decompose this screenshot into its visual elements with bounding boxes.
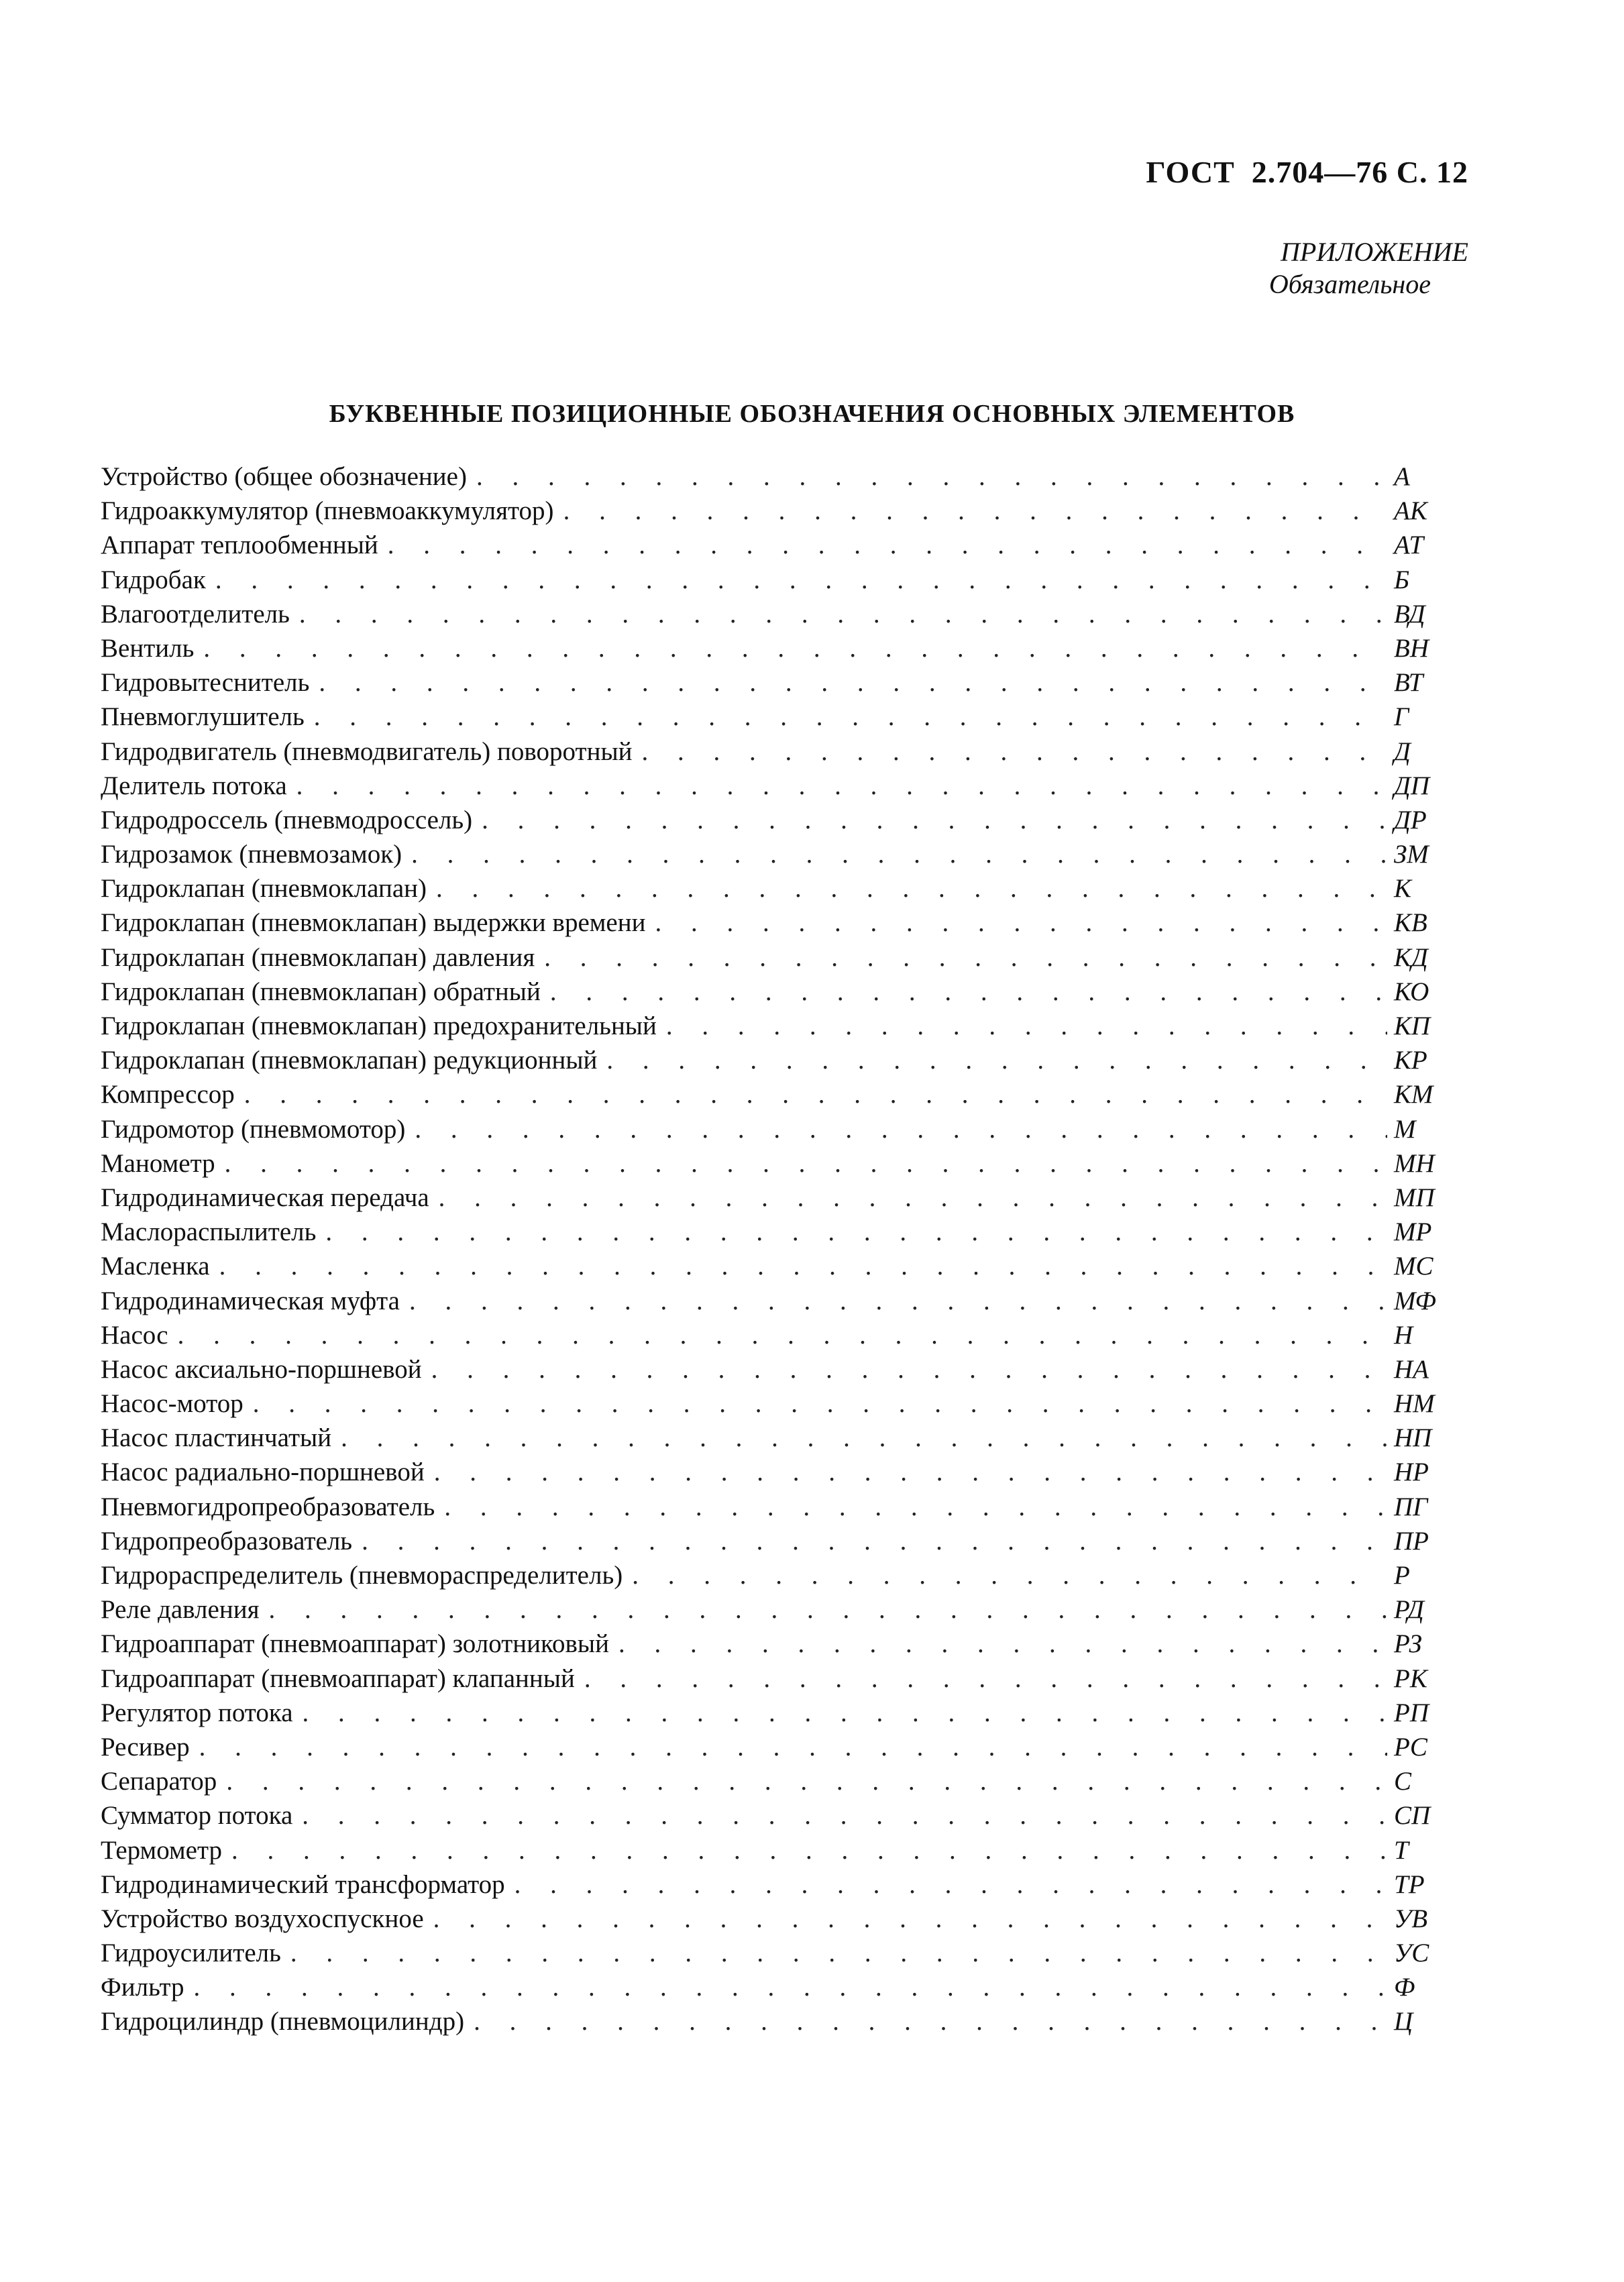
entry-code: МР xyxy=(1394,1217,1432,1247)
list-item xyxy=(101,1217,1442,1251)
entry-code: АТ xyxy=(1394,531,1424,560)
dot-leader xyxy=(388,530,1387,560)
entry-term: Компрессор xyxy=(101,1080,235,1109)
dot-leader xyxy=(199,1732,1387,1762)
entry-code: ДР xyxy=(1394,805,1427,834)
entry-term: Гидроклапан (пневмоклапан) xyxy=(101,874,427,904)
entry-term: Гидрозамок (пневмозамок) xyxy=(101,840,402,869)
dot-leader xyxy=(433,1904,1387,1934)
list-item xyxy=(101,667,1442,702)
entry-term: Пневмоглушитель xyxy=(101,702,305,732)
entry-code: АК xyxy=(1394,496,1427,526)
list-item xyxy=(101,599,1442,633)
list-item xyxy=(101,496,1442,530)
entry-term: Термометр xyxy=(101,1835,223,1865)
entry-code: ПГ xyxy=(1394,1492,1428,1521)
entry-term: Гидроаппарат (пневмоаппарат) золотниковый xyxy=(101,1629,609,1659)
dot-leader xyxy=(299,599,1387,629)
entry-term: Гидроклапан (пневмоклапан) выдержки времени xyxy=(101,908,646,938)
entry-term: Сепаратор xyxy=(101,1767,217,1796)
entry-code: НП xyxy=(1394,1423,1432,1453)
entry-code: МС xyxy=(1394,1252,1433,1281)
list-item xyxy=(101,1457,1442,1491)
list-item xyxy=(101,2006,1442,2041)
entry-code: УВ xyxy=(1394,1904,1428,1933)
entry-code: С xyxy=(1394,1767,1412,1796)
appendix-block xyxy=(1269,236,1468,301)
entry-code: ЗМ xyxy=(1394,840,1429,869)
entry-code: РП xyxy=(1394,1698,1429,1727)
entry-code: РС xyxy=(1394,1732,1427,1761)
entry-code: РК xyxy=(1394,1664,1427,1693)
dot-leader xyxy=(474,2006,1387,2036)
entry-term: Гидроцилиндр (пневмоцилиндр) xyxy=(101,2007,465,2036)
entry-code: МП xyxy=(1394,1183,1435,1212)
dot-leader xyxy=(411,839,1387,869)
dot-leader xyxy=(203,633,1387,663)
entry-term: Вентиль xyxy=(101,633,195,663)
entry-term: Масленка xyxy=(101,1252,210,1281)
page-header-standard: ГОСТ 2.704—76 С. 12 xyxy=(1146,155,1468,189)
entry-term: Реле давления xyxy=(101,1595,260,1625)
entry-term: Гидроусилитель xyxy=(101,1939,281,1968)
list-item xyxy=(101,1114,1442,1148)
entry-term: Гидромотор (пневмомотор) xyxy=(101,1114,406,1144)
entry-code: Г xyxy=(1394,702,1409,732)
entry-code: К xyxy=(1394,874,1411,904)
entry-code: МН xyxy=(1394,1148,1435,1178)
entry-code: ВТ xyxy=(1394,668,1423,698)
list-item xyxy=(101,530,1442,564)
entry-term: Гидродвигатель (пневмодвигатель) поворотный xyxy=(101,737,633,766)
entry-code: ВН xyxy=(1394,633,1429,663)
entry-term: Гидродинамическая передача xyxy=(101,1183,429,1212)
document-title: БУКВЕННЫЕ ПОЗИЦИОННЫЕ ОБОЗНАЧЕНИЯ ОСНОВНЫХ ЭЛЕМЕНТОВ xyxy=(329,400,1295,428)
entry-term: Пневмогидропреобразователь xyxy=(101,1492,435,1521)
appendix-label: ПРИЛОЖЕНИЕ xyxy=(1281,237,1468,267)
entry-term: Маслораспылитель xyxy=(101,1217,317,1247)
entry-term: Гидродинамическая муфта xyxy=(101,1286,400,1315)
entry-term: Устройство (общее обозначение) xyxy=(101,462,467,491)
dot-leader xyxy=(219,1251,1387,1281)
entry-code: Ц xyxy=(1394,2007,1413,2036)
list-item xyxy=(101,1526,1442,1560)
entry-code: НР xyxy=(1394,1458,1429,1487)
dot-leader xyxy=(606,1045,1387,1075)
entry-term: Насос аксиально-поршневой xyxy=(101,1354,422,1384)
dot-leader xyxy=(436,873,1387,904)
list-item xyxy=(101,908,1442,942)
dot-leader xyxy=(618,1629,1387,1659)
dot-leader xyxy=(431,1354,1387,1384)
list-item xyxy=(101,1320,1442,1354)
list-item xyxy=(101,1869,1442,1904)
entry-code: МФ xyxy=(1394,1286,1436,1315)
dot-leader xyxy=(362,1526,1387,1556)
dot-leader xyxy=(666,1011,1387,1041)
list-item xyxy=(101,1594,1442,1629)
entry-term: Аппарат теплообменный xyxy=(101,531,378,560)
list-item xyxy=(101,1045,1442,1079)
list-item xyxy=(101,1766,1442,1800)
dot-leader xyxy=(253,1389,1387,1419)
list-item xyxy=(101,1251,1442,1285)
dot-leader xyxy=(193,1972,1387,2002)
appendix-note: Обязательное xyxy=(1268,269,1431,299)
dot-leader xyxy=(482,805,1387,835)
entry-code: КП xyxy=(1394,1012,1431,1040)
entry-term: Сумматор потока xyxy=(101,1801,293,1831)
list-item xyxy=(101,1148,1442,1183)
dot-leader xyxy=(178,1320,1387,1350)
designation-list xyxy=(101,461,1442,2041)
dot-leader xyxy=(244,1079,1387,1109)
list-item xyxy=(101,1011,1442,1045)
entry-term: Манометр xyxy=(101,1148,215,1178)
entry-term: Гидродинамический трансформатор xyxy=(101,1869,505,1899)
entry-term: Делитель потока xyxy=(101,771,287,800)
entry-code: ПР xyxy=(1394,1526,1429,1556)
list-item xyxy=(101,771,1442,805)
entry-code: ТР xyxy=(1394,1869,1425,1899)
list-item xyxy=(101,1800,1442,1835)
entry-term: Гидробак xyxy=(101,565,206,594)
list-item xyxy=(101,1492,1442,1526)
list-item xyxy=(101,1354,1442,1389)
entry-term: Гидровытеснитель xyxy=(101,668,310,698)
dot-leader xyxy=(341,1423,1387,1453)
entry-code: НМ xyxy=(1394,1389,1435,1419)
entry-term: Насос радиально-поршневой xyxy=(101,1458,425,1487)
dot-leader xyxy=(655,908,1388,938)
list-item xyxy=(101,1938,1442,1972)
dot-leader xyxy=(476,461,1387,492)
dot-leader xyxy=(515,1869,1387,1900)
entry-code: Т xyxy=(1394,1835,1409,1865)
list-item xyxy=(101,1423,1442,1457)
list-item xyxy=(101,873,1442,908)
entry-code: КМ xyxy=(1394,1080,1433,1109)
entry-code: ДП xyxy=(1394,771,1429,800)
entry-code: Р xyxy=(1394,1561,1410,1590)
entry-code: М xyxy=(1394,1114,1416,1144)
entry-term: Гидрораспределитель (пневмораспределитель) xyxy=(101,1561,623,1590)
list-item xyxy=(101,1732,1442,1766)
list-item xyxy=(101,1629,1442,1663)
entry-term: Гидропреобразователь xyxy=(101,1526,353,1556)
dot-leader xyxy=(296,771,1387,801)
list-item xyxy=(101,977,1442,1011)
entry-code: Б xyxy=(1394,565,1410,594)
entry-term: Насос пластинчатый xyxy=(101,1423,332,1453)
entry-term: Гидроаппарат (пневмоаппарат) клапанный xyxy=(101,1664,575,1693)
list-item xyxy=(101,805,1442,839)
list-item xyxy=(101,1389,1442,1423)
entry-code: КР xyxy=(1394,1046,1427,1075)
list-item xyxy=(101,633,1442,667)
entry-code: КД xyxy=(1394,942,1428,972)
list-item xyxy=(101,1286,1442,1320)
dot-leader xyxy=(563,496,1387,526)
dot-leader xyxy=(584,1664,1387,1694)
dot-leader xyxy=(434,1457,1387,1487)
dot-leader xyxy=(544,942,1387,973)
list-item xyxy=(101,942,1442,977)
entry-code: ВД xyxy=(1394,599,1425,629)
dot-leader xyxy=(319,667,1387,698)
entry-term: Гидроаккумулятор (пневмоаккумулятор) xyxy=(101,496,554,526)
entry-term: Гидроклапан (пневмоклапан) обратный xyxy=(101,977,541,1006)
entry-code: УС xyxy=(1394,1939,1429,1968)
list-item xyxy=(101,1904,1442,1938)
dot-leader xyxy=(642,737,1387,767)
dot-leader xyxy=(325,1217,1387,1247)
list-item xyxy=(101,1664,1442,1698)
entry-code: СП xyxy=(1394,1801,1431,1831)
entry-term: Гидродроссель (пневмодроссель) xyxy=(101,805,473,834)
list-item xyxy=(101,1183,1442,1217)
list-item xyxy=(101,702,1442,736)
list-item xyxy=(101,1835,1442,1869)
entry-term: Регулятор потока xyxy=(101,1698,293,1727)
entry-term: Ресивер xyxy=(101,1732,190,1761)
entry-code: РД xyxy=(1394,1595,1424,1625)
entry-code: Н xyxy=(1394,1320,1413,1350)
dot-leader xyxy=(415,1114,1387,1144)
dot-leader xyxy=(290,1938,1387,1968)
dot-leader xyxy=(215,565,1387,595)
entry-term: Насос xyxy=(101,1320,168,1350)
list-item xyxy=(101,1698,1442,1732)
list-item xyxy=(101,1079,1442,1113)
dot-leader xyxy=(302,1800,1387,1831)
dot-leader xyxy=(439,1183,1387,1213)
dot-leader xyxy=(632,1560,1387,1590)
entry-code: А xyxy=(1394,462,1410,491)
entry-code: НА xyxy=(1394,1354,1429,1384)
entry-term: Влагоотделитель xyxy=(101,599,290,629)
list-item xyxy=(101,737,1442,771)
dot-leader xyxy=(409,1286,1387,1316)
dot-leader xyxy=(231,1835,1387,1865)
dot-leader xyxy=(269,1594,1387,1625)
entry-term: Устройство воздухоспускное xyxy=(101,1904,424,1933)
dot-leader xyxy=(226,1766,1387,1796)
list-item xyxy=(101,1972,1442,2006)
list-item xyxy=(101,1560,1442,1594)
entry-term: Гидроклапан (пневмоклапан) редукционный xyxy=(101,1046,598,1075)
entry-code: Ф xyxy=(1394,1973,1415,2002)
entry-code: КО xyxy=(1394,977,1429,1006)
entry-code: КВ xyxy=(1394,908,1427,938)
dot-leader xyxy=(444,1492,1387,1522)
dot-leader xyxy=(303,1698,1387,1728)
list-item xyxy=(101,461,1442,496)
dot-leader xyxy=(550,977,1387,1007)
entry-term: Фильтр xyxy=(101,1973,184,2002)
list-item xyxy=(101,839,1442,873)
entry-code: РЗ xyxy=(1394,1629,1422,1659)
entry-term: Гидроклапан (пневмоклапан) давления xyxy=(101,942,535,972)
entry-term: Гидроклапан (пневмоклапан) предохранительный xyxy=(101,1012,657,1040)
entry-code: Д xyxy=(1394,737,1411,766)
dot-leader xyxy=(314,702,1387,732)
entry-term: Насос-мотор xyxy=(101,1389,243,1419)
list-item xyxy=(101,565,1442,599)
dot-leader xyxy=(225,1148,1387,1179)
